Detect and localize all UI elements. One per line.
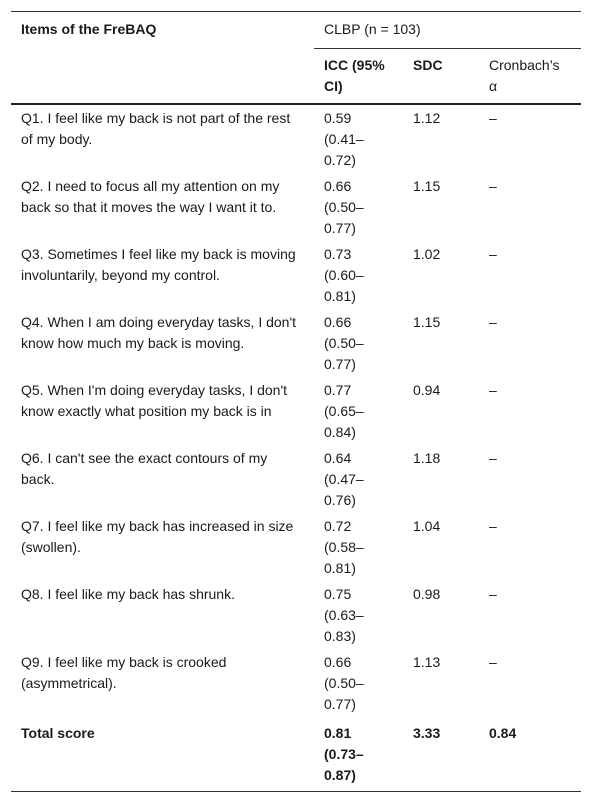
item-text: Q2. I need to focus all my attention on my back so that it moves the way I want it to. xyxy=(21,178,280,215)
icc-value: 0.77 (0.65–0.84) xyxy=(324,382,364,440)
table-row xyxy=(11,173,581,241)
sdc-value: 1.15 xyxy=(413,314,441,330)
alpha-value: – xyxy=(489,178,497,194)
icc-value: 0.59 (0.41–0.72) xyxy=(324,110,364,168)
icc-value: 0.64 (0.47–0.76) xyxy=(324,450,364,508)
total-sdc-value: 3.33 xyxy=(403,717,479,792)
header-items: Items of the FreBAQ xyxy=(11,12,314,105)
alpha-value: – xyxy=(489,314,497,330)
icc-value: 0.75 (0.63–0.83) xyxy=(324,586,364,644)
table-row xyxy=(11,513,581,581)
table-row xyxy=(11,445,581,513)
item-text: Q6. I can't see the exact contours of my back. xyxy=(21,450,268,487)
sdc-value: 1.18 xyxy=(413,450,441,466)
item-text: Q7. I feel like my back has increased in size (swollen). xyxy=(21,518,294,555)
frebaq-reliability-table xyxy=(11,11,581,792)
total-row xyxy=(11,717,581,792)
item-text: Q5. When I'm doing everyday tasks, I don't know exactly what position my back is in xyxy=(21,382,288,419)
total-alpha-value: 0.84 xyxy=(479,717,581,792)
icc-value: 0.66 (0.50–0.77) xyxy=(324,314,364,372)
table-row xyxy=(11,104,581,173)
total-label: Total score xyxy=(11,717,314,792)
table-row xyxy=(11,649,581,717)
sdc-value: 1.04 xyxy=(413,518,441,534)
table-row xyxy=(11,309,581,377)
alpha-value: – xyxy=(489,450,497,466)
sdc-value: 1.15 xyxy=(413,178,441,194)
item-text: Q3. Sometimes I feel like my back is moving involuntarily, beyond my control. xyxy=(21,246,296,283)
alpha-value: – xyxy=(489,654,497,670)
alpha-value: – xyxy=(489,382,497,398)
alpha-value: – xyxy=(489,110,497,126)
header-group-clbp: CLBP (n = 103) xyxy=(314,12,581,49)
table-row xyxy=(11,377,581,445)
header-sdc: SDC xyxy=(403,49,479,105)
header-icc: ICC (95% CI) xyxy=(314,49,403,105)
total-icc-value: 0.81 (0.73–0.87) xyxy=(314,717,403,792)
sdc-value: 1.13 xyxy=(413,654,441,670)
item-text: Q1. I feel like my back is not part of the rest of my body. xyxy=(21,110,291,147)
item-text: Q8. I feel like my back has shrunk. xyxy=(21,586,235,602)
table-row xyxy=(11,581,581,649)
sdc-value: 0.98 xyxy=(413,586,441,602)
alpha-value: – xyxy=(489,518,497,534)
icc-value: 0.73 (0.60–0.81) xyxy=(324,246,364,304)
item-text: Q4. When I am doing everyday tasks, I don't know how much my back is moving. xyxy=(21,314,297,351)
alpha-value: – xyxy=(489,586,497,602)
alpha-value: – xyxy=(489,246,497,262)
sdc-value: 1.12 xyxy=(413,110,441,126)
item-text: Q9. I feel like my back is crooked (asymmetrical). xyxy=(21,654,227,691)
sdc-value: 0.94 xyxy=(413,382,441,398)
icc-value: 0.72 (0.58–0.81) xyxy=(324,518,364,576)
sdc-value: 1.02 xyxy=(413,246,441,262)
icc-value: 0.66 (0.50–0.77) xyxy=(324,178,364,236)
header-cronbach-alpha: Cronbach’s α xyxy=(479,49,581,105)
icc-value: 0.66 (0.50–0.77) xyxy=(324,654,364,712)
table-row xyxy=(11,241,581,309)
